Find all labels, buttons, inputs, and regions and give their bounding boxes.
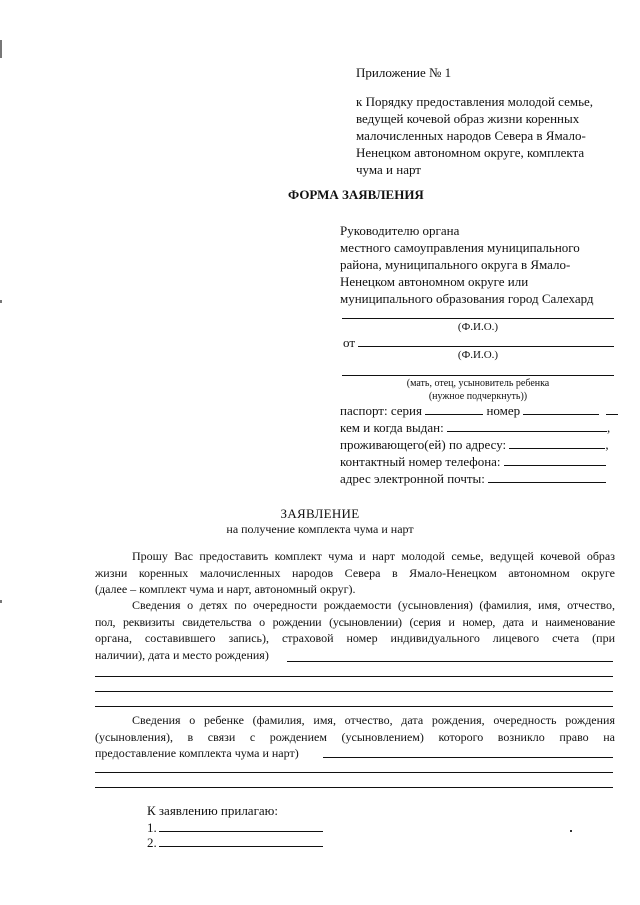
form-title: ФОРМА ЗАЯВЛЕНИЯ [288, 187, 424, 202]
addressee-text [340, 222, 610, 307]
phone-row [340, 453, 606, 470]
appendix-line: чума и нарт [356, 162, 421, 177]
issued-by-label: кем и когда выдан: [340, 420, 444, 435]
address-row [340, 436, 609, 453]
child-info-line[interactable] [95, 787, 613, 788]
email-label: адрес электронной почты: [340, 471, 485, 486]
appendix-line: к Порядку предоставления молодой семье, [356, 94, 594, 109]
scan-mark [0, 40, 2, 58]
appendix-title: Приложение № 1 [356, 65, 452, 80]
applicant-fio-line[interactable] [358, 346, 614, 347]
issued-row [340, 419, 610, 436]
passport-series-field[interactable] [425, 402, 483, 415]
email-row [340, 470, 606, 487]
paragraph-line: Сведения о детях по очередности рождаемости (усыновления) (фамилия, имя, отчество, [132, 598, 615, 612]
fio-caption: (Ф.И.О.) [457, 321, 499, 333]
addressee-line: муниципального образования город Салехард [340, 291, 594, 306]
paragraph-line: жизни коренных малочисленных народов Севера в Ямало-Ненецком автономном округе [95, 565, 615, 580]
scan-mark [0, 600, 2, 603]
scan-speck [570, 830, 572, 832]
scan-mark [0, 300, 2, 303]
address-field[interactable] [509, 436, 605, 449]
child-info-line[interactable] [323, 757, 613, 758]
passport-extra-field[interactable] [606, 402, 618, 415]
addressee-fio-line[interactable] [342, 318, 614, 319]
paragraph-1 [95, 548, 615, 598]
children-info-line[interactable] [95, 706, 613, 707]
children-info-line[interactable] [95, 691, 613, 692]
comma: , [607, 420, 611, 435]
passport-number-field[interactable] [523, 402, 599, 415]
addressee-line: района, муниципального округа в Ямало- [340, 257, 571, 272]
statement-subtitle: на получение комплекта чума и нарт [226, 522, 414, 536]
fio-caption: (Ф.И.О.) [457, 349, 499, 361]
appendix-line: Ненецком автономном округе, комплекта [356, 145, 585, 160]
paragraph-line: Прошу Вас предоставить комплект чума и нарт молодой семье, ведущей кочевой образ [132, 549, 615, 563]
role-caption-line: (нужное подчеркнуть)) [428, 391, 528, 402]
role-caption-line: (мать, отец, усыновитель ребенка [406, 378, 550, 389]
paragraph-line: Сведения о ребенке (фамилия, имя, отчество, дата рождения, очередность рождения [132, 713, 615, 727]
paragraph-line: наличии), дата и место рождения) [95, 647, 269, 662]
role-caption [342, 377, 614, 403]
from-label: от [343, 335, 356, 350]
addressee-line: местного самоуправления муниципального [340, 240, 580, 255]
paragraph-line: (далее – комплект чума и нарт, автономный округ). [95, 582, 356, 596]
attachment-1-field[interactable] [159, 831, 323, 832]
address-label: проживающего(ей) по адресу: [340, 437, 507, 452]
statement-title: ЗАЯВЛЕНИЕ [280, 506, 360, 521]
addressee-line: Ненецком автономном округе или [340, 274, 529, 289]
passport-row [340, 402, 618, 419]
attachments-label: К заявлению прилагаю: [147, 803, 279, 818]
attachment-2-field[interactable] [159, 846, 323, 847]
paragraph-line: пол, реквизиты свидетельства о рождении (усыновлении) (серия и номер, дата и наименование [95, 614, 615, 629]
paragraph-2 [95, 597, 615, 663]
attachment-2-number: 2. [147, 835, 157, 850]
paragraph-line: (усыновления), в связи с рождением (усыновлением) которого возникло право на [95, 729, 615, 744]
passport-series-label: паспорт: серия [340, 403, 422, 418]
appendix-text [356, 93, 606, 178]
passport-number-label: номер [486, 403, 521, 418]
paragraph-line: предоставление комплекта чума и нарт) [95, 746, 299, 760]
phone-field[interactable] [504, 453, 606, 466]
paragraph-line: органа, составившего запись), страховой номер индивидуального лицевого счета (при [95, 631, 615, 645]
addressee-line: Руководителю органа [340, 223, 460, 238]
email-field[interactable] [488, 470, 606, 483]
child-info-line[interactable] [95, 772, 613, 773]
phone-label: контактный номер телефона: [340, 454, 501, 469]
appendix-line: малочисленных народов Севера в Ямало- [356, 128, 586, 143]
attachment-1-number: 1. [147, 820, 157, 835]
children-info-line[interactable] [95, 676, 613, 677]
applicant-role-line[interactable] [342, 375, 614, 376]
children-info-line[interactable] [287, 661, 613, 662]
paragraph-3 [95, 712, 615, 762]
comma: , [605, 437, 609, 452]
appendix-line: ведущей кочевой образ жизни коренных [356, 111, 580, 126]
issued-by-field[interactable] [447, 419, 607, 432]
